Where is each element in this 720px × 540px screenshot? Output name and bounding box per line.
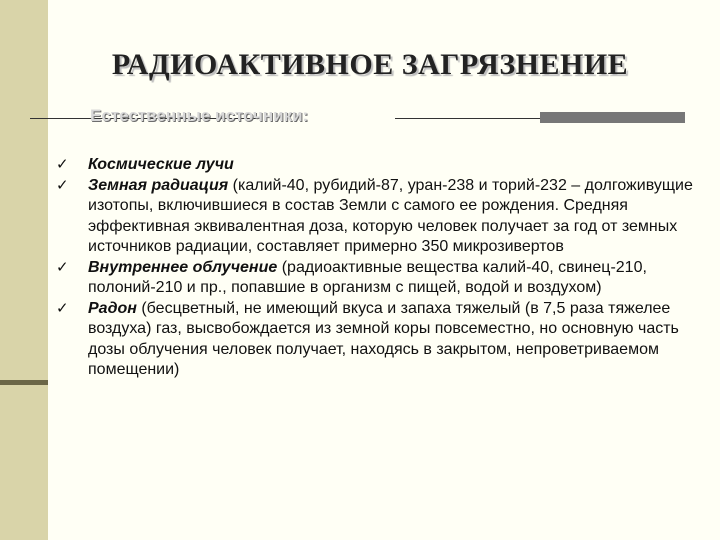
item-text: (калий-40, рубидий-87, уран-238 и торий-232 – долгоживущие изотопы, включившиеся в состав Земли с самого ее рождения. Средняя эффективная эквивалентная доза, которую человек получает за год от земных источников радиации, составляет примерно 350 микрозивертов xyxy=(88,176,693,255)
checkmark-icon: ✓ xyxy=(56,299,69,317)
checkmark-icon: ✓ xyxy=(56,176,69,194)
item-text: (бесцветный, не имеющий вкуса и запаха тяжелый (в 7,5 раза тяжелее воздуха) газ, высвобождается из земной коры повсеместно, но основную часть дозы облучения человек получает, находясь в закрытом, непроветриваемом помещении) xyxy=(88,299,679,378)
title-rule-right xyxy=(395,118,540,119)
checkmark-icon: ✓ xyxy=(56,156,69,173)
list-item xyxy=(54,176,694,258)
item-text: (радиоактивные вещества калий-40, свинец-210, полоний-210 и пр., попавшие в организм с пищей, водой и воздухом) xyxy=(88,258,647,296)
checkmark-icon: ✓ xyxy=(56,258,69,276)
left-accent-divider xyxy=(0,380,48,385)
list-item xyxy=(54,258,694,299)
list-item xyxy=(54,299,694,381)
item-title: Радон xyxy=(88,299,137,317)
slide-subtitle: Естественные источники: xyxy=(90,106,309,125)
title-rule-block xyxy=(540,112,685,123)
item-title: Земная радиация xyxy=(88,176,229,194)
item-title: Космические лучи xyxy=(88,156,234,173)
source-list xyxy=(54,155,694,381)
list-item xyxy=(54,155,694,176)
slide-title: РАДИОАКТИВНОЕ ЗАГРЯЗНЕНИЕ xyxy=(111,48,629,81)
item-title: Внутреннее облучение xyxy=(88,258,278,276)
